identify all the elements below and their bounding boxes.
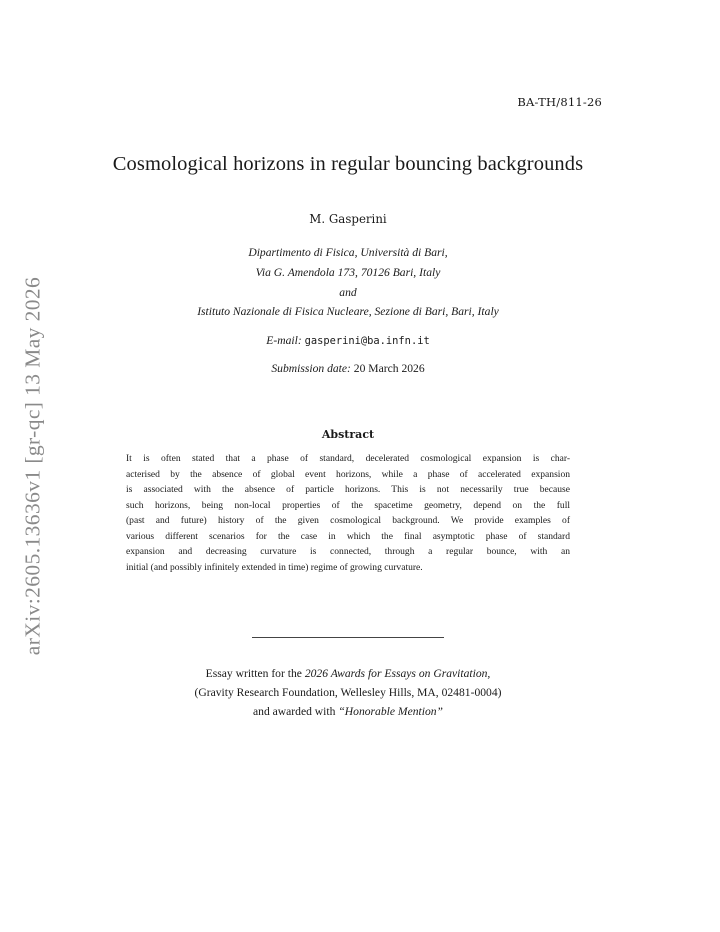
affiliation-conjunction: and xyxy=(339,286,357,299)
author-name: M. Gasperini xyxy=(309,212,387,226)
abstract-heading: Abstract xyxy=(321,428,375,441)
essay-award-name: 2026 Awards for Essays on Gravitation, xyxy=(304,667,491,680)
essay-note-line-1 xyxy=(0,667,696,680)
email-address: gasperini@ba.infn.it xyxy=(304,335,430,347)
email-line xyxy=(0,334,696,347)
report-number: BA-TH/811-26 xyxy=(517,95,602,109)
affiliation-line-3: Istituto Nazionale di Fisica Nucleare, Sezione di Bari, Bari, Italy xyxy=(197,305,499,318)
affiliation-line-2: Via G. Amendola 173, 70126 Bari, Italy xyxy=(255,266,441,279)
abstract-line: It is often stated that a phase of standard, decelerated cosmological expansion is char- xyxy=(126,453,570,464)
abstract-line: expansion and decreasing curvature is connected, through a regular bounce, with an xyxy=(126,546,570,557)
essay-honor: “Honorable Mention” xyxy=(338,705,443,718)
email-label: E-mail: xyxy=(266,334,302,347)
essay-honor-prefix: and awarded with xyxy=(253,705,336,718)
submission-date-line xyxy=(0,362,696,375)
arxiv-identifier-stamp: arXiv:2605.13636v1 [gr-qc] 13 May 2026 xyxy=(20,276,45,656)
submission-date-value: 20 March 2026 xyxy=(353,362,425,375)
essay-note-line-3 xyxy=(0,705,696,718)
paper-title: Cosmological horizons in regular bouncing backgrounds xyxy=(112,153,584,175)
essay-note-line-2: (Gravity Research Foundation, Wellesley Hills, MA, 02481-0004) xyxy=(194,686,502,699)
abstract-line: is associated with the absence of particle horizons. This is not necessarily true because xyxy=(126,484,570,495)
section-divider xyxy=(252,637,444,638)
abstract-line: such horizons, being non-local properties of the spacetime geometry, depend on the full xyxy=(126,499,570,511)
affiliation-line-1: Dipartimento di Fisica, Università di Bari, xyxy=(248,246,448,259)
abstract-line: (past and future) history of the given cosmological background. We provide examples of xyxy=(126,515,570,526)
submission-date-label: Submission date: xyxy=(271,362,351,375)
abstract-body xyxy=(126,451,570,575)
abstract-line: initial (and possibly infinitely extended in time) regime of growing curvature. xyxy=(126,561,423,573)
essay-note-prefix: Essay written for the xyxy=(205,667,302,680)
abstract-line: acterised by the absence of global event horizons, while a phase of accelerated expansion xyxy=(126,468,570,480)
abstract-line: various different scenarios for the case in which the final asymptotic phase of standard xyxy=(126,530,570,542)
